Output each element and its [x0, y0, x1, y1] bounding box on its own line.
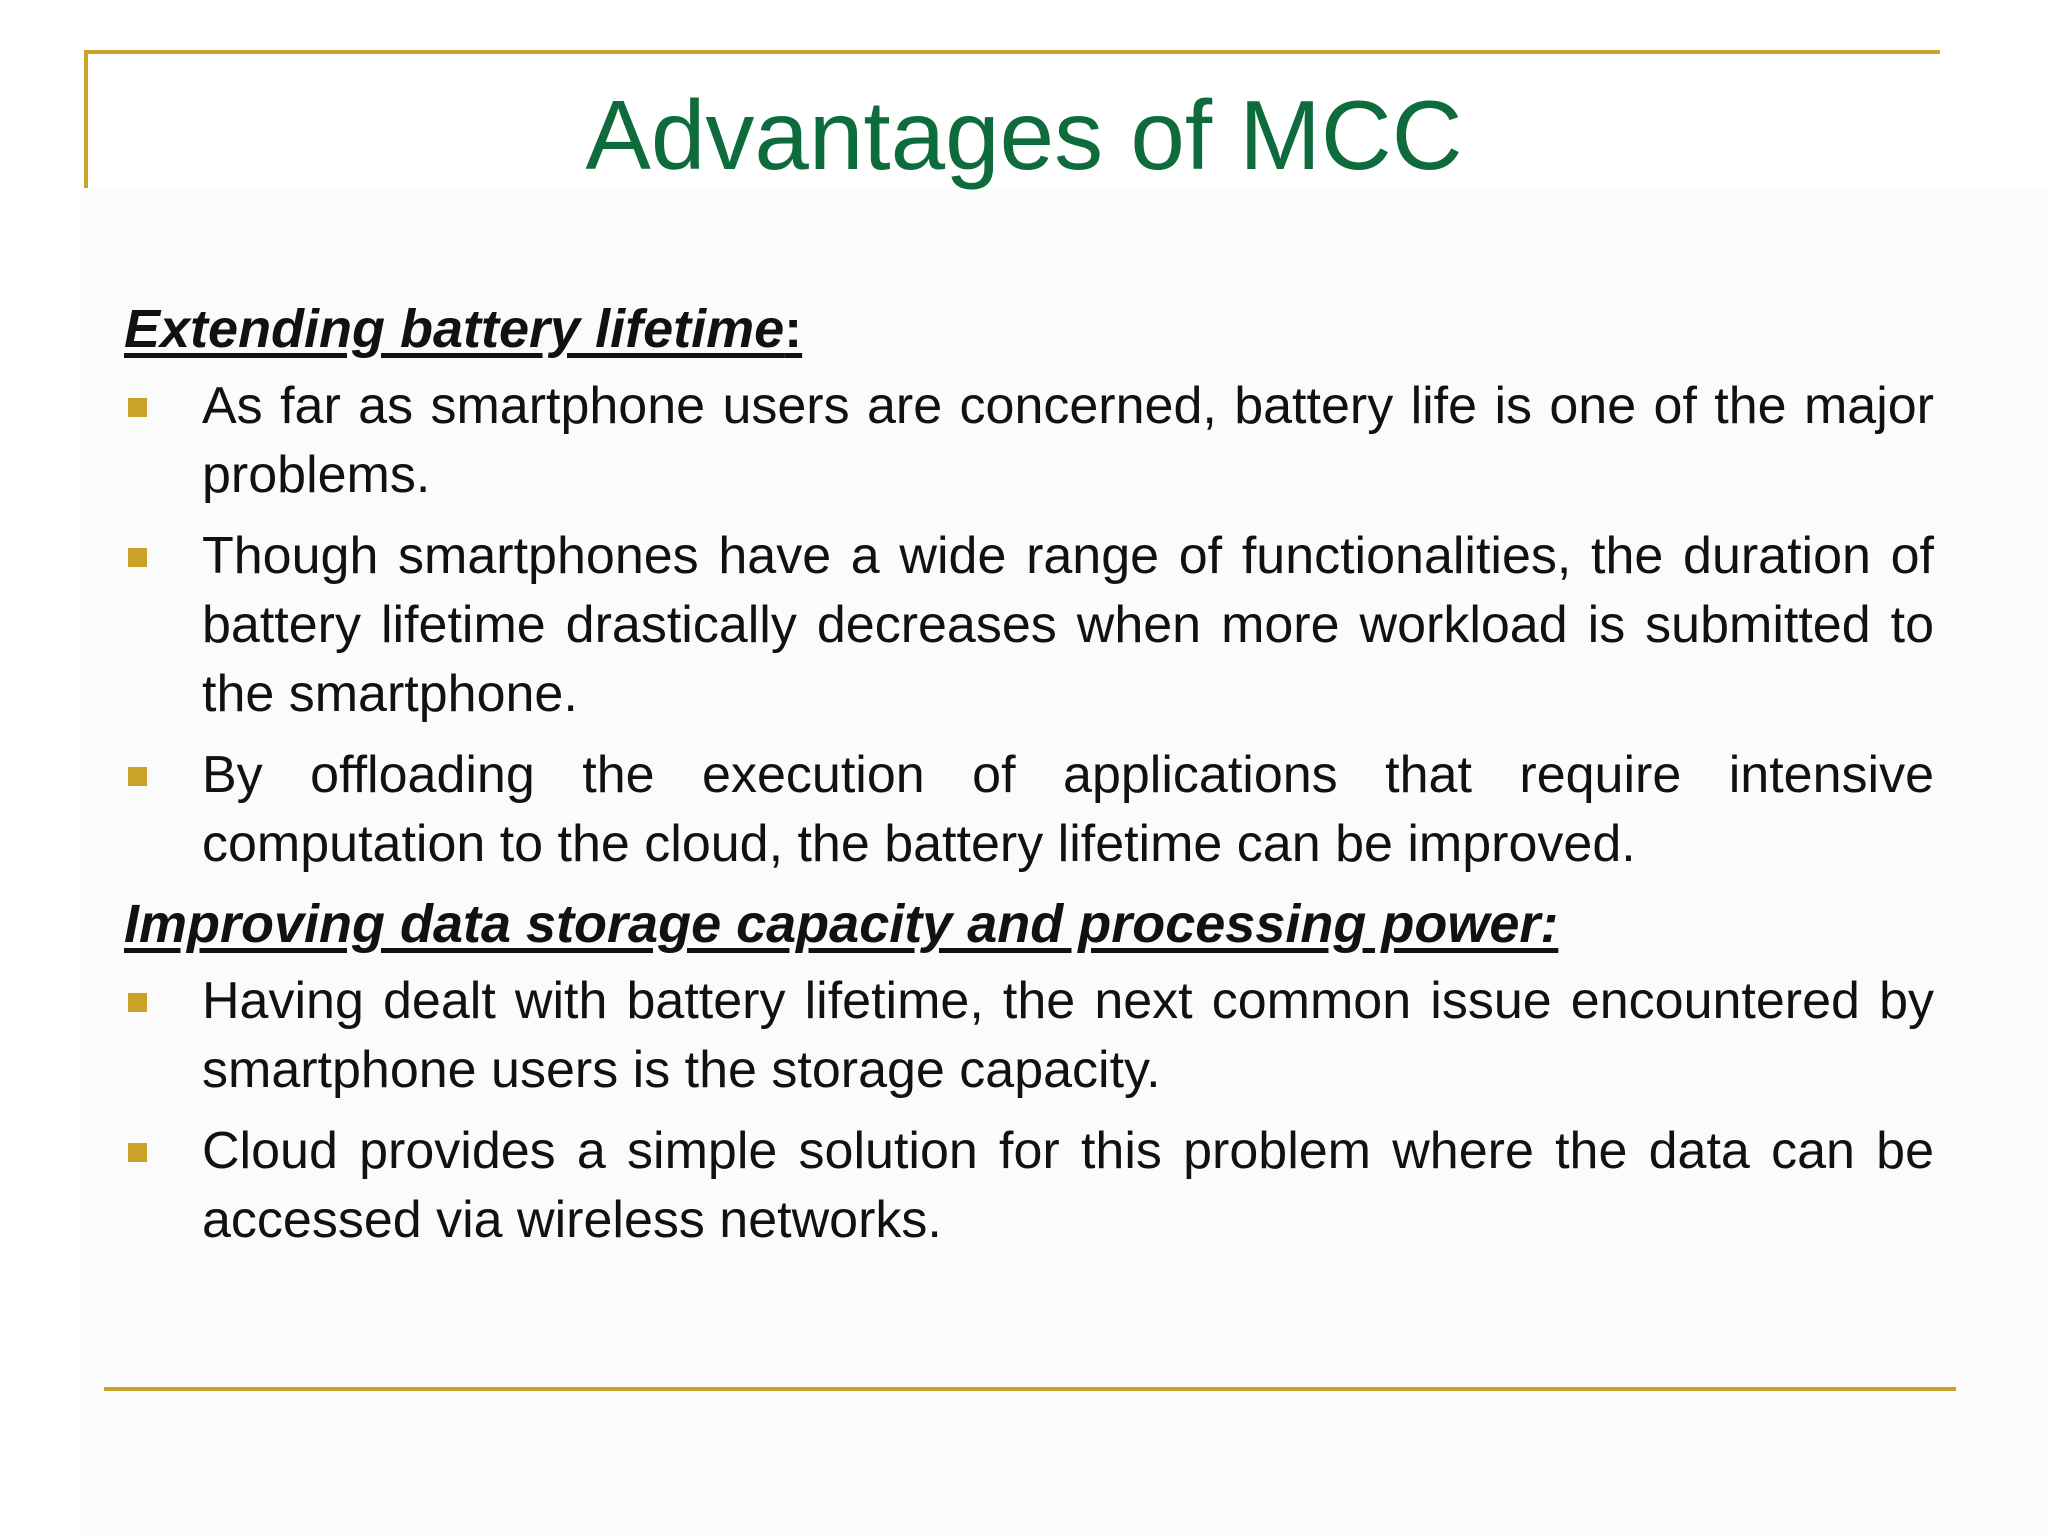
list-item [124, 522, 1934, 729]
list-item [124, 967, 1934, 1105]
square-bullet-icon [128, 993, 147, 1012]
square-bullet-icon [128, 398, 147, 417]
bullet-text: Cloud provides a simple solution for this problem where the data can be accessed via wireless networks. [202, 1122, 1934, 1249]
battery-bullet-list [124, 372, 1934, 879]
bullet-text: By offloading the execution of applications that require intensive computation to the cloud, the battery lifetime can be improved. [202, 746, 1934, 873]
section-heading-battery-colon: : [784, 299, 803, 359]
square-bullet-icon [128, 548, 147, 567]
section-heading-battery [124, 296, 1934, 362]
slide-title: Advantages of MCC [585, 80, 1463, 190]
slide-body [124, 296, 1934, 1267]
section-heading-storage [124, 891, 1934, 957]
list-item [124, 741, 1934, 879]
section-heading-battery-text: Extending battery lifetime [124, 299, 785, 359]
bullet-text: Though smartphones have a wide range of functionalities, the duration of battery lifetime drastically decreases when more workload is submitted to the smartphone. [202, 527, 1934, 723]
bullet-text: As far as smartphone users are concerned, battery life is one of the major problems. [202, 377, 1934, 504]
list-item [124, 1117, 1934, 1255]
square-bullet-icon [128, 1143, 147, 1162]
bullet-text: Having dealt with battery lifetime, the next common issue encountered by smartphone users is the storage capacity. [202, 972, 1934, 1099]
top-divider [84, 50, 1940, 54]
storage-bullet-list [124, 967, 1934, 1255]
section-heading-storage-text: Improving data storage capacity and processing power: [124, 894, 1559, 954]
square-bullet-icon [128, 767, 147, 786]
list-item [124, 372, 1934, 510]
bottom-divider [104, 1387, 1956, 1391]
